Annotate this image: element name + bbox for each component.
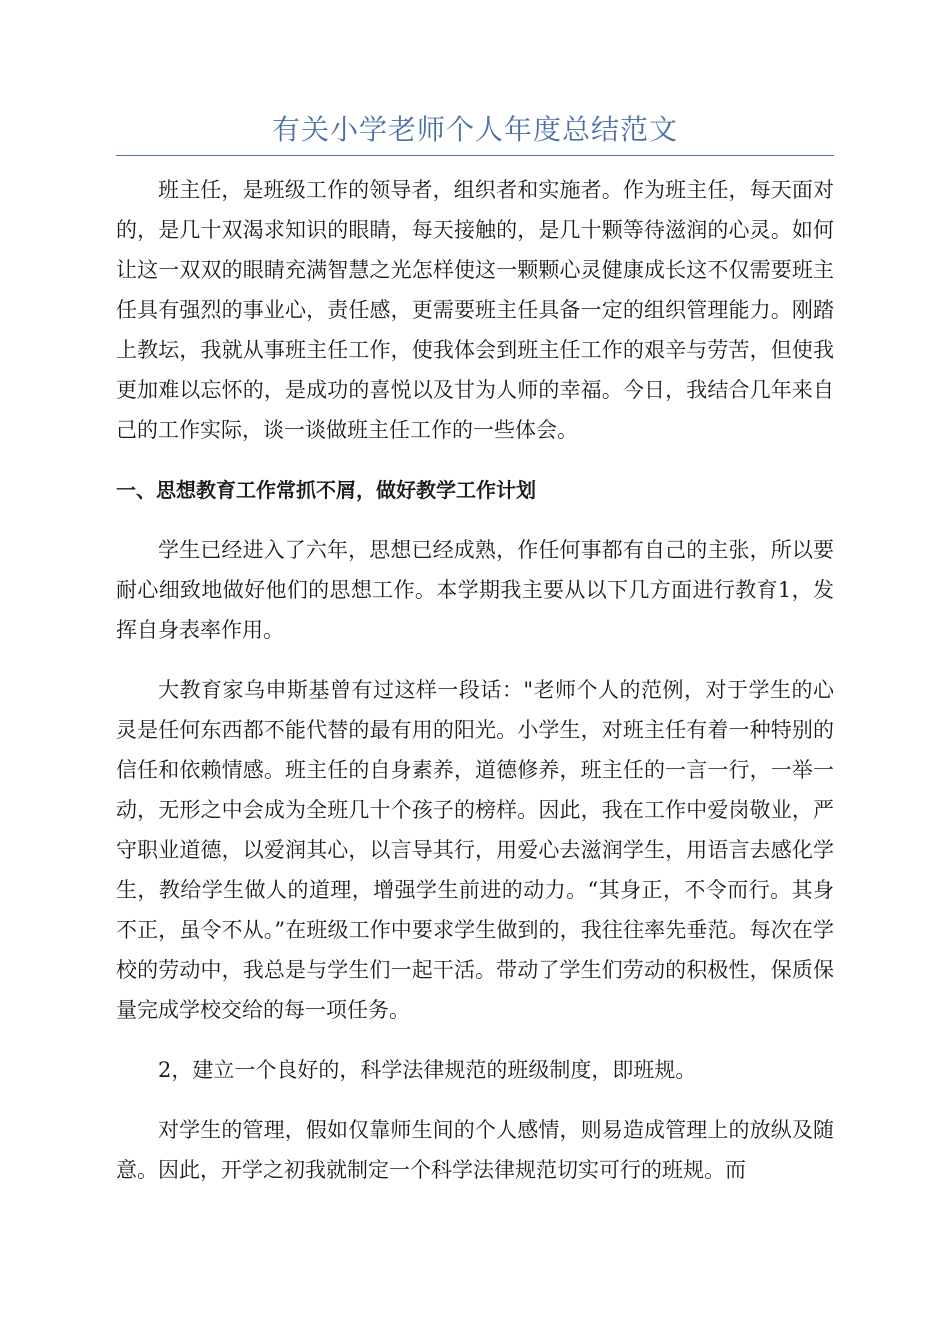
paragraph-intro: 班主任，是班级工作的领导者，组织者和实施者。作为班主任，每天面对的，是几十双渴求知识的眼睛，每天接触的，是几十颗等待滋润的心灵。如何让这一双双的眼睛充满智慧之光怎样使这一颗颗心灵健康成长这不仅需要班主任具有强烈的事业心，责任感，更需要班主任具备一定的组织管理能力。刚踏上教坛，我就从事班主任工作，使我体会到班主任工作的艰辛与劳苦，但使我更加难以忘怀的，是成功的喜悦以及甘为人师的幸福。今日，我结合几年来自己的工作实际，谈一谈做班主任工作的一些体会。 (116, 178, 834, 442)
document-title: 有关小学老师个人年度总结范文 (271, 113, 678, 146)
section-heading-1: 一、思想教育工作常抓不屑，做好教学工作计划 (116, 478, 536, 502)
paragraph-class-rules-heading: 2，建立一个良好的，科学法律规范的班级制度，即班规。 (158, 1058, 697, 1082)
paragraph-role-model: 大教育家乌申斯基曾有过这样一段话："老师个人的范例，对于学生的心灵是任何东西都不能代替的最有用的阳光。小学生，对班主任有着一种特别的信任和依赖情感。班主任的自身素养，道德修养，班主任的一言一行，一举一动，无形之中会成为全班几十个孩子的榜样。因此，我在工作中爱岗敬业，严守职业道德，以爱润其心，以言导其行，用爱心去滋润学生，用语言去感化学生，教给学生做人的道理，增强学生前进的动力。“其身正，不令而行。其身不正，虽令不从。”在班级工作中要求学生做到的，我往往率先垂范。每次在学校的劳动中，我总是与学生们一起干活。带动了学生们劳动的积极性，保质保量完成学校交给的每一项任务。 (116, 678, 834, 1022)
document-body (116, 170, 834, 1190)
paragraph-class-rules: 对学生的管理，假如仅靠师生间的个人感情，则易造成管理上的放纵及随意。因此，开学之初我就制定一个科学法律规范切实可行的班规。而 (116, 1118, 834, 1182)
paragraph-student-thinking: 学生已经进入了六年，思想已经成熟，作任何事都有自己的主张，所以要耐心细致地做好他们的思想工作。本学期我主要从以下几方面进行教育1，发挥自身表率作用。 (116, 538, 834, 642)
title-underline (116, 155, 834, 156)
